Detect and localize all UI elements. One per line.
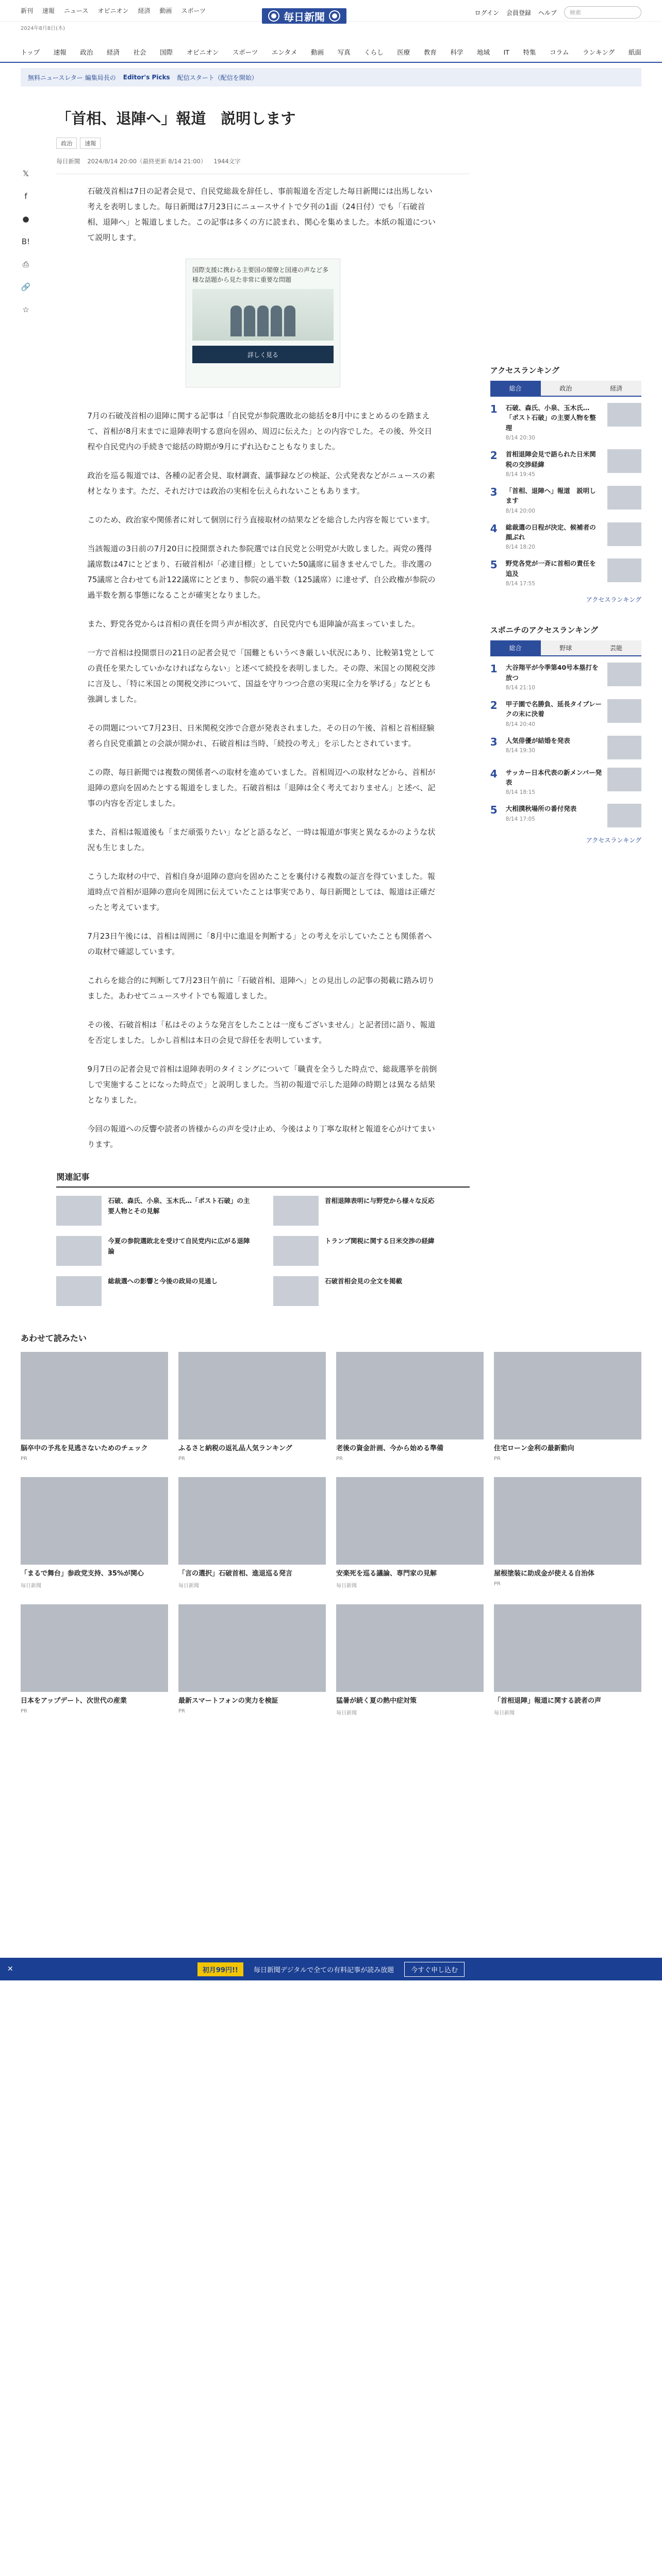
nav-item[interactable]: 動画 (310, 48, 324, 56)
ranking-body (506, 663, 602, 691)
recommend-source: PR (178, 1708, 185, 1715)
facebook-icon[interactable]: f (24, 192, 27, 201)
ranking-time: 8/14 19:45 (505, 471, 535, 478)
sports-ranking-tabs (490, 640, 641, 656)
ranking-tabs (490, 381, 641, 397)
recommend-item[interactable] (178, 1604, 326, 1716)
close-icon[interactable]: ✕ (7, 1965, 13, 1973)
ranking-number: 3 (490, 485, 498, 498)
ranking-thumbnail (607, 522, 641, 546)
ranking-title: 大相撲秋場所の番付発表 (505, 805, 577, 813)
related-title: 今夏の参院選敗北を受けて自民党内に広がる退陣論 (108, 1237, 250, 1255)
ranking-body (506, 699, 602, 727)
ranking-number: 3 (490, 735, 498, 748)
article-paragraph: 当該報道の3日前の7月20日に投開票された参院選では自民党と公明党が大敗しました。両党の獲得議席数は47にとどまり、石破首相が「必達目標」としていた50議席に届きませんでした。非改選の75議席と合わせても計122議席にとどまり、参院の過半数（125議席）に達せず、自公政権が参院の過半数を割る事態になることが確実となりました。 (87, 544, 436, 600)
ranking-title: サッカー日本代表の新メンバー発表 (505, 768, 602, 786)
recommend-source: PR (336, 1456, 343, 1462)
recommend-item[interactable] (336, 1352, 484, 1462)
global-nav (0, 42, 662, 63)
related-title: 首相退陣表明に与野党から様々な反応 (325, 1197, 435, 1205)
ranking-number: 4 (490, 767, 498, 780)
article-paragraph: 9月7日の記者会見で首相は退陣表明のタイミングについて「職責を全うした時点で、総裁選挙を前倒しで実施することになった時点で」と説明しました。当初の報道で示した退陣の時期とは異なる結果となりました。 (87, 1064, 437, 1105)
nav-item[interactable]: オピニオン (186, 48, 219, 56)
nav-item[interactable]: 地域 (477, 48, 490, 56)
ranking-thumbnail (607, 449, 641, 473)
ranking-thumbnail (607, 663, 641, 686)
recommend-item[interactable] (494, 1477, 641, 1589)
related-title: 石破首相会見の全文を掲載 (325, 1277, 403, 1285)
recommend-source: 毎日新聞 (21, 1583, 41, 1589)
print-icon[interactable]: ⎙ (22, 260, 29, 269)
ranking-time: 8/14 19:30 (505, 748, 535, 754)
article-paragraph: これらを総合的に判断して7月23日午前に「石破首相、退陣へ」との見出しの記事の掲載に踏み切りました。あわせてニュースサイトでも報道しました。 (87, 976, 435, 1001)
ranking-time: 8/14 20:00 (505, 507, 535, 514)
related-item[interactable] (273, 1236, 470, 1266)
ranking-number: 1 (490, 403, 498, 415)
subscribe-button[interactable]: 今すぐ申し込む (404, 1962, 465, 1977)
ad-image (192, 289, 334, 341)
ad-text: 国際支援に携わる主要国の閣僚と国連の声など多様な話題から見た非常に重要な問題 (192, 266, 329, 284)
nav-item[interactable]: くらし (364, 48, 384, 56)
article-paragraph: 今回の報道への反響や読者の皆様からの声を受け止め、今後はより丁寧な取材と報道を心がけてまいります。 (87, 1124, 435, 1149)
recommend-title: 脳卒中の予兆を見逃さないためのチェック (21, 1445, 148, 1452)
article-title: 「首相、退陣へ」報道 説明します (56, 110, 296, 127)
x-icon[interactable]: 𝕏 (22, 169, 29, 178)
nav-item[interactable]: エンタメ (271, 48, 297, 56)
recommend-image (178, 1477, 326, 1565)
article-paragraph: その問題について7月23日、日米関税交渉で合意が発表されました。その日の午後、首相と首相経験者ら自民党重鎮との会談が開かれ、石破首相は当時、「続投の考え」を示したとされています。 (87, 723, 435, 748)
logo-text: 毎日新聞 (284, 10, 325, 23)
ranking-title: 「首相、退陣へ」報道 説明します (505, 486, 596, 505)
article-date: 2024/8/14 20:00（最終更新 8/14 21:00） (87, 158, 207, 165)
nav-item[interactable]: 写真 (337, 48, 351, 56)
related-thumbnail (273, 1276, 319, 1306)
ranking-title: 石破、森氏、小泉、玉木氏…「ポスト石破」の主要人物を整理 (505, 404, 596, 432)
ranking-time: 8/14 21:10 (505, 684, 535, 691)
tab-sports-overall[interactable]: 総合 (490, 640, 541, 655)
share-rail (21, 107, 36, 1306)
link-icon[interactable]: 🔗 (21, 282, 31, 292)
recommend-image (336, 1477, 484, 1565)
recommend-item[interactable] (21, 1604, 168, 1716)
recommend-image (494, 1352, 641, 1439)
line-icon[interactable]: ● (22, 214, 29, 224)
nav-item[interactable]: IT (503, 48, 509, 56)
ranking-body (506, 449, 602, 478)
ranking-number: 4 (490, 522, 498, 535)
header-login[interactable]: ログイン (474, 9, 499, 16)
sports-ranking-list (490, 663, 641, 827)
recommend-item[interactable] (336, 1477, 484, 1589)
recommend-image (21, 1352, 168, 1439)
nav-item[interactable]: 紙面 (628, 48, 641, 56)
utility-links (21, 6, 206, 15)
tab-economy[interactable]: 経済 (591, 381, 641, 396)
recommend-title: 日本をアップデート、次世代の産業 (21, 1697, 127, 1705)
article-paragraph: その後、石破首相は「私はそのような発言をしたことは一度もございません」と記者団に語り、報道を否定しました。しかし首相は本日の会見で辞任を表明しています。 (87, 1020, 436, 1045)
site-logo[interactable] (262, 8, 346, 24)
article-meta (56, 157, 469, 174)
article-paragraph: こうした取材の中で、首相自身が退陣の意向を固めたことを裏付ける複数の証言を得ていました。報道時点で首相が退陣の意向を周囲に伝えていたことは事実であり、毎日新聞としては、報道は正確だったと考えています。 (87, 872, 436, 912)
ranking-title: 人気俳優が結婚を発表 (505, 736, 570, 744)
nav-item[interactable]: スポーツ (232, 48, 258, 56)
recommend-title: 猛暑が続く夏の熱中症対策 (336, 1697, 417, 1705)
header-actions (475, 6, 641, 19)
nav-item[interactable]: 医療 (397, 48, 410, 56)
article-paragraph: この際、毎日新聞では複数の関係者への取材を進めていました。首相周辺への取材などから、首相が退陣の意向を固めたとする報道をしました。石破首相は「退陣は全く考えておりません」と述べ、記事の内容を否定しました。 (87, 768, 436, 808)
recommend-image (21, 1604, 168, 1692)
recommend-image (178, 1352, 326, 1439)
ranking-item[interactable] (490, 699, 641, 727)
tab-baseball[interactable]: 野球 (541, 640, 591, 655)
article-paragraph: 一方で首相は投開票日の21日の記者会見で「国難ともいうべき厳しい状況にあり、比較第1党としての責任を果たしていかなければならない」と述べて続投を表明しました。その際、米国との関税交渉に言及し、「特に米国との関税交渉について、国益を守りつつ合意の実現に全力を挙げる」などとも強調しました。 (87, 648, 436, 704)
recommend-source: PR (21, 1456, 27, 1462)
sports-ranking-heading: スポニチのアクセスランキング (490, 625, 598, 635)
nav-item[interactable]: トップ (21, 48, 40, 56)
nav-item[interactable]: 科学 (450, 48, 464, 56)
recommend-source: PR (494, 1581, 501, 1587)
utility-link[interactable]: 速報 (42, 7, 55, 14)
search-input[interactable] (564, 6, 641, 19)
nav-item[interactable]: 経済 (106, 48, 120, 56)
ranking-number: 5 (490, 558, 498, 571)
ranking-item[interactable] (490, 736, 641, 759)
recommend-item[interactable] (21, 1477, 168, 1589)
ranking-item[interactable] (490, 486, 641, 514)
related-thumbnail (56, 1196, 102, 1226)
ranking-time: 8/14 20:40 (505, 721, 535, 727)
recommend-source: PR (21, 1708, 27, 1715)
page-body (0, 107, 662, 1306)
announcement-bar[interactable] (21, 68, 641, 87)
ranking-thumbnail (607, 486, 641, 510)
article-paragraph: 政治を巡る報道では、各種の記者会見、取材調査、議事録などの検証、公式発表などがニュースの素材となります。ただ、それだけでは政治の実相を伝えられないこともあります。 (87, 471, 435, 496)
recommend-title: 「言の選択」石破首相、進退巡る発言 (178, 1570, 293, 1578)
recommend-title: 老後の資金計画、今から始める準備 (336, 1445, 444, 1452)
ranking-item[interactable] (490, 663, 641, 691)
article-paragraph: 7月23日午後には、首相は周囲に「8月中に進退を判断する」との考えを示していたことも関係者への取材で確認しています。 (87, 931, 432, 956)
article-paragraph: 石破茂首相は7日の記者会見で、自民党総裁を辞任し、事前報道を否定した毎日新聞には出馬しない考えを表明しました。毎日新聞は7月23日にニュースサイトで夕刊の1面（24日付）でも「石破首相、退陣へ」と報道しました。この記事は多くの方に読まれ、関心を集めました。本紙の報道について説明します。 (87, 187, 436, 242)
recommend-image (336, 1352, 484, 1439)
recommend-source: 毎日新聞 (494, 1710, 515, 1717)
ranking-time: 8/14 17:05 (505, 816, 535, 822)
nav-item[interactable]: 社会 (133, 48, 146, 56)
tab-entertainment[interactable]: 芸能 (591, 640, 641, 655)
article-main (56, 107, 469, 1306)
header-register[interactable]: 会員登録 (506, 9, 531, 16)
recommend-item[interactable] (178, 1352, 326, 1462)
recommend-item[interactable] (21, 1352, 168, 1462)
ad-cta-button[interactable]: 詳しく見る (192, 346, 334, 363)
ranking-thumbnail (607, 558, 641, 582)
utility-link[interactable]: 新刊 (21, 7, 34, 14)
related-thumbnail (273, 1196, 319, 1226)
ranking-item[interactable] (490, 804, 641, 827)
ranking-time: 8/14 20:30 (505, 435, 535, 442)
recommend-item[interactable] (336, 1604, 484, 1716)
ranking-thumbnail (607, 699, 641, 723)
ranking-thumbnail (607, 403, 641, 427)
ranking-body (506, 522, 602, 551)
recommend-grid (21, 1352, 641, 1716)
ranking-body (506, 558, 602, 587)
recommend-source: 毎日新聞 (336, 1710, 357, 1717)
ranking-number: 2 (490, 449, 498, 462)
ranking-time: 8/14 18:20 (505, 544, 535, 551)
ad-unit[interactable] (186, 259, 340, 387)
related-item[interactable] (56, 1236, 253, 1266)
promo-badge: 初月99円!! (197, 1962, 243, 1976)
promo-text: 毎日新聞デジタルで全ての有料記事が読み放題 (253, 1966, 394, 1974)
save-icon[interactable]: ☆ (22, 305, 29, 314)
utility-link[interactable]: スポーツ (181, 7, 206, 14)
ranking-thumbnail (607, 768, 641, 791)
ranking-more-link[interactable]: アクセスランキング (586, 596, 641, 604)
ranking-number: 1 (490, 663, 498, 675)
recommend-section (0, 1332, 662, 1716)
announce-link[interactable]: Editor's Picks (123, 74, 170, 81)
ranking-item[interactable] (490, 768, 641, 796)
article-body (56, 183, 469, 1152)
recommend-title: ふるさと納税の返礼品人気ランキング (178, 1445, 292, 1452)
utility-link[interactable]: 動画 (159, 7, 172, 14)
recommend-image (494, 1477, 641, 1565)
related-title: 総裁選への影響と今後の政局の見通し (108, 1277, 218, 1285)
nav-item[interactable]: 教育 (423, 48, 437, 56)
nav-item[interactable]: 国際 (160, 48, 173, 56)
recommend-source: 毎日新聞 (178, 1583, 199, 1589)
ranking-time: 8/14 17:55 (505, 581, 535, 587)
logo-mark-icon (330, 11, 339, 21)
ranking-title: 野党各党が一斉に首相の責任を追及 (505, 560, 596, 578)
header-date: 2024年8月8日(木) (21, 26, 65, 31)
recommend-source: PR (494, 1456, 501, 1462)
article-tags (56, 138, 469, 149)
recommend-item[interactable] (494, 1604, 641, 1716)
ranking-item[interactable] (490, 558, 641, 587)
related-item[interactable] (273, 1276, 470, 1306)
ranking-thumbnail (607, 804, 641, 827)
ranking-heading: アクセスランキング (490, 366, 559, 375)
recommend-source: PR (178, 1456, 185, 1462)
recommend-image (494, 1604, 641, 1692)
related-title: 石破、森氏、小泉、玉木氏…「ポスト石破」の主要人物とその見解 (108, 1197, 250, 1215)
ranking-body (506, 804, 602, 827)
recommend-title: 「まるで舞台」参政党支持、35%が関心 (21, 1570, 144, 1578)
nav-item[interactable]: 政治 (80, 48, 93, 56)
recommend-title: 安楽死を巡る議論、専門家の見解 (336, 1570, 437, 1578)
ranking-thumbnail (607, 736, 641, 759)
ranking-title: 大谷翔平が今季第40号本塁打を放つ (505, 664, 599, 682)
ranking-number: 5 (490, 804, 498, 817)
recommend-title: 屋根塗装に助成金が使える自治体 (494, 1570, 595, 1578)
recommend-source: 毎日新聞 (336, 1583, 357, 1589)
utility-link[interactable]: オピニオン (97, 7, 129, 14)
tag[interactable]: 政治 (56, 138, 77, 149)
article-paragraph: 7月の石破茂首相の退陣に関する記事は「自民党が参院選敗北の総括を8月中にまとめるのを踏まえて、首相が8月末までに退陣表明する意向を固め、周辺に伝えた」との内容でした。その後、外交日程や自民党内の手続きで総括の時期が9月にずれ込むこともなりました。 (87, 411, 432, 451)
related-thumbnail (273, 1236, 319, 1266)
ranking-body (506, 768, 602, 796)
related-item[interactable] (273, 1196, 470, 1226)
ranking-item[interactable] (490, 403, 641, 441)
ranking-body (506, 486, 602, 514)
related-item[interactable] (56, 1196, 253, 1226)
recommend-image (336, 1604, 484, 1692)
tab-overall[interactable]: 総合 (490, 381, 541, 396)
tag[interactable]: 速報 (80, 138, 101, 149)
utility-link[interactable]: 経済 (138, 7, 151, 14)
recommend-item[interactable] (494, 1352, 641, 1462)
related-thumbnail (56, 1236, 102, 1266)
ranking-body (506, 403, 602, 441)
ranking-item[interactable] (490, 522, 641, 551)
ranking-title: 甲子園で名勝負、延長タイブレークの末に決着 (505, 700, 602, 718)
ranking-title: 総裁選の日程が決定、候補者の顔ぶれ (505, 523, 596, 541)
sidebar (490, 107, 641, 1306)
article-paragraphs (56, 408, 469, 1152)
article-paragraph: また、野党各党からは首相の責任を問う声が相次ぎ、自民党内でも退陣論が高まっていました。 (87, 619, 420, 629)
related-title: トランプ関税に関する日米交渉の経緯 (325, 1237, 435, 1245)
sports-ranking-more-link[interactable]: アクセスランキング (586, 837, 641, 844)
article-paragraph: このため、政治家や関係者に対して個別に行う直接取材の結果などを総合した内容を報じています。 (87, 515, 435, 524)
recommend-image (21, 1477, 168, 1565)
ranking-title: 首相退陣会見で語られた日米関税の交渉経緯 (505, 450, 596, 468)
related-list (56, 1196, 469, 1306)
article-char-count: 1944文字 (213, 158, 241, 165)
recommend-title: 「首相退陣」報道に関する読者の声 (494, 1697, 602, 1705)
search-placeholder: 検索 (570, 9, 581, 16)
recommend-item[interactable] (178, 1477, 326, 1589)
logo-mark-icon (269, 11, 278, 21)
hatena-icon[interactable]: B! (21, 237, 30, 246)
utility-link[interactable]: ニュース (64, 7, 89, 14)
header-help[interactable]: ヘルプ (538, 9, 557, 16)
article-source: 毎日新聞 (56, 158, 80, 165)
article-paragraph: また、首相は報道後も「まだ頑張りたい」などと語るなど、一時は報道が事実と異なるかのような状況も生じました。 (87, 827, 436, 852)
related-item[interactable] (56, 1276, 253, 1306)
ranking-list (490, 403, 641, 587)
nav-item[interactable]: 速報 (53, 48, 67, 56)
ranking-body (506, 736, 602, 759)
nav-item[interactable]: ランキング (583, 48, 615, 56)
tab-politics[interactable]: 政治 (541, 381, 591, 396)
ranking-time: 8/14 18:15 (505, 789, 535, 796)
ranking-number: 2 (490, 699, 498, 711)
recommend-title: 住宅ローン金利の最新動向 (494, 1445, 574, 1452)
nav-item[interactable]: 特集 (523, 48, 536, 56)
recommend-title: 最新スマートフォンの実力を検証 (178, 1697, 278, 1705)
nav-item[interactable]: コラム (550, 48, 569, 56)
recommend-heading: あわせて読みたい (21, 1333, 87, 1343)
subscription-banner[interactable] (0, 1958, 662, 1980)
announce-text: 無料ニュースレター 編集局長の (28, 74, 116, 81)
announce-suffix: 配信スタート（配信を開始） (177, 74, 258, 81)
related-heading: 関連記事 (56, 1171, 469, 1188)
recommend-image (178, 1604, 326, 1692)
related-thumbnail (56, 1276, 102, 1306)
ranking-item[interactable] (490, 449, 641, 478)
